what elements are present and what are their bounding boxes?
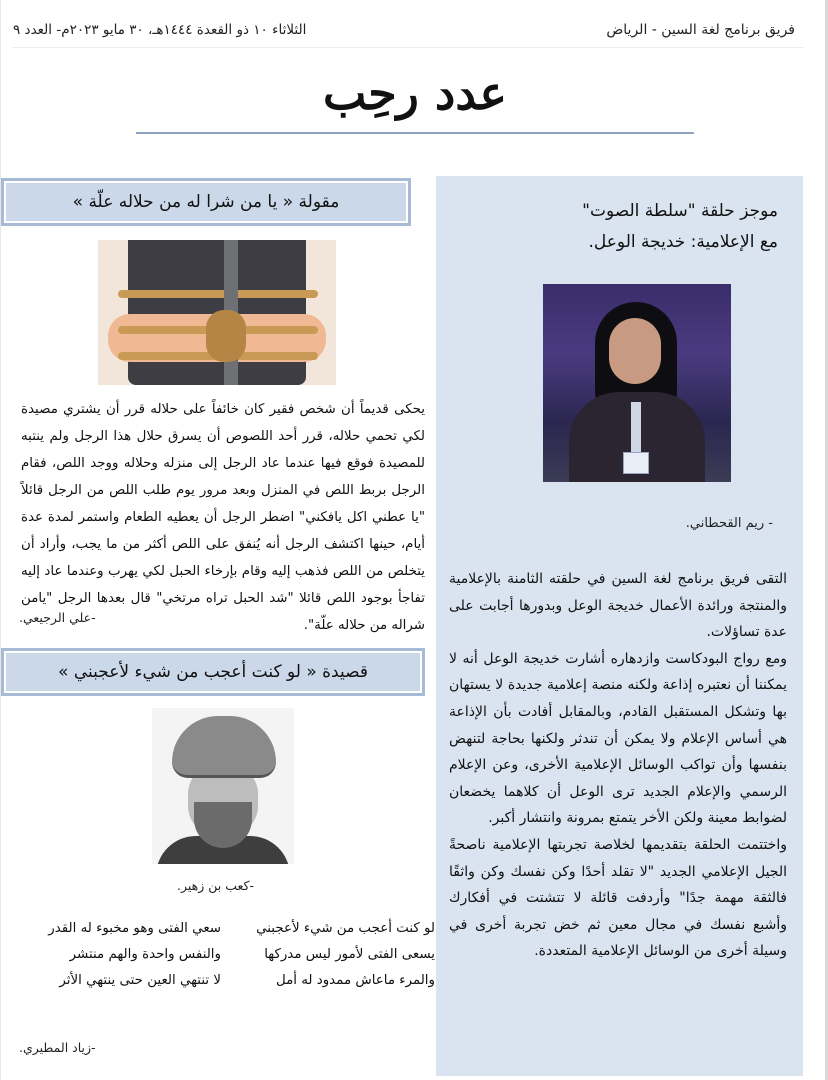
poem-verse: والنفس واحدة والهم منتشر (69, 947, 221, 962)
interview-heading-line2: مع الإعلامية: خديجة الوعل. (588, 232, 778, 252)
issue-date: الثلاثاء ١٠ ذو القعدة ١٤٤٤هـ، ٣٠ مايو ٢٠٢٣م- العدد ٩ (13, 22, 307, 38)
poem-verse: سعي الفتى وهو مخبوء له القدر (48, 921, 221, 936)
poem-verse: لا تنتهي العين حتى ينتهي الأثر (59, 973, 221, 988)
masthead (1, 66, 828, 120)
interview-credit: - ريم القحطاني. (685, 516, 773, 531)
poem-first-hemistichs (239, 916, 435, 994)
interview-paragraph: ومع رواج البودكاست وازدهاره أشارت خديجة الوعل أنه لا يمكننا أن نعتبره إذاعة ولكنه منصة إعلامية جديدة لا يستهان بها وتشكل المستقبل القادم، وبالمقابل أفادت بأن الإذاعة هي أساس الإعلام ولا يمكن أن تندثر ولكنها بحاجة لتنهض بنفسها وأن تواكب الوسائل الإعلامية الأخرى، وعن الإعلام الرسمي والإعلام الجديد ترى الوعل أن كلاهما يخضعان لضوابط معينة ولكن الأخر يتمتع بمرونة وانتشار أكبر. (449, 650, 787, 827)
poem-second-hemistichs (15, 916, 221, 994)
masthead-title: عدد رحِب (323, 66, 507, 120)
poem-verse: والمرء ماعاش ممدود له أمل (275, 973, 435, 988)
poem-signature: -زياد المطيري. (19, 1040, 96, 1055)
poem-heading: قصيدة « لو كنت أعجب من شيء لأعجبني » (1, 648, 425, 696)
tied-hands-illustration (98, 240, 336, 385)
poet-caption: -كعب بن زهير. (177, 878, 254, 893)
saying-story: يحكى قديماً أن شخص فقير كان خائفاً على حلاله قرر أن يشتري مصيدة لكي تحمي حلاله، قرر أحد اللصوص أن يسرق حلال هذا الرجل ولم ينتبه للمصيدة فوقع فيها عندما عاد الرجل إلى منزله وحلاله ووجد اللص، فقام الرجل بربط اللص في المنزل وبعد مرور يوم طلب اللص من الرجل قائلاً "يا عطني اكل يافكني" اضطر الرجل أن يعطيه الطعام واستمر لمدة عدة أيام، حينها اكتشف الرجل أنه يُنفق على اللص أكثر من ما يجب، وأراد أن يتخلص من اللص فذهب إليه وقام بإرخاء الحبل لكي يهرب وعندما عاد إليه تفاجأ بوجود اللص قائلا "شد الحبل تراه مرتخي" قال بعدها الرجل "يامن شراله من حلاله علّة". (21, 402, 425, 633)
interview-paragraph: واختتمت الحلقة بتقديمها لخلاصة تجربتها الإعلامية ناصحةً الجيل الإعلامي الجديد "لا تقلد أحدًا وكن نفسك وكن واثقًا فالثقة مهمة جدًا" وأردفت قائلة لا تتشتت في أفكارك وأشبع نفسك في مجال معين ثم خض تجربة أخرى في وسيلة أخرى من الوسائل الإعلامية المتعددة. (449, 836, 787, 960)
interview-body (449, 566, 787, 965)
guest-photo (543, 284, 731, 482)
header-bar (13, 16, 803, 48)
interview-heading (458, 196, 778, 258)
saying-heading: مقولة « يا من شرا له من حلاله علّة » (1, 178, 411, 226)
saying-signature: -علي الرجيعي. (19, 610, 96, 625)
poem-verse: يسعى الفتى لأمور ليس مدركها (264, 947, 435, 962)
team-name: فريق برنامج لغة السين - الرياض (606, 22, 795, 38)
poem-verse: لو كنت أعجب من شيء لأعجبني (256, 921, 435, 936)
interview-column (436, 176, 803, 1076)
interview-heading-line1: موجز حلقة "سلطة الصوت" (582, 201, 778, 221)
interview-paragraph: التقى فريق برنامج لغة السين في حلقته الثامنة بالإعلامية والمنتجة ورائدة الأعمال خديجة الوعل وبدورها أجابت على عدة تساؤلات. (449, 571, 787, 641)
poet-portrait (152, 708, 294, 864)
masthead-rule (136, 132, 694, 134)
